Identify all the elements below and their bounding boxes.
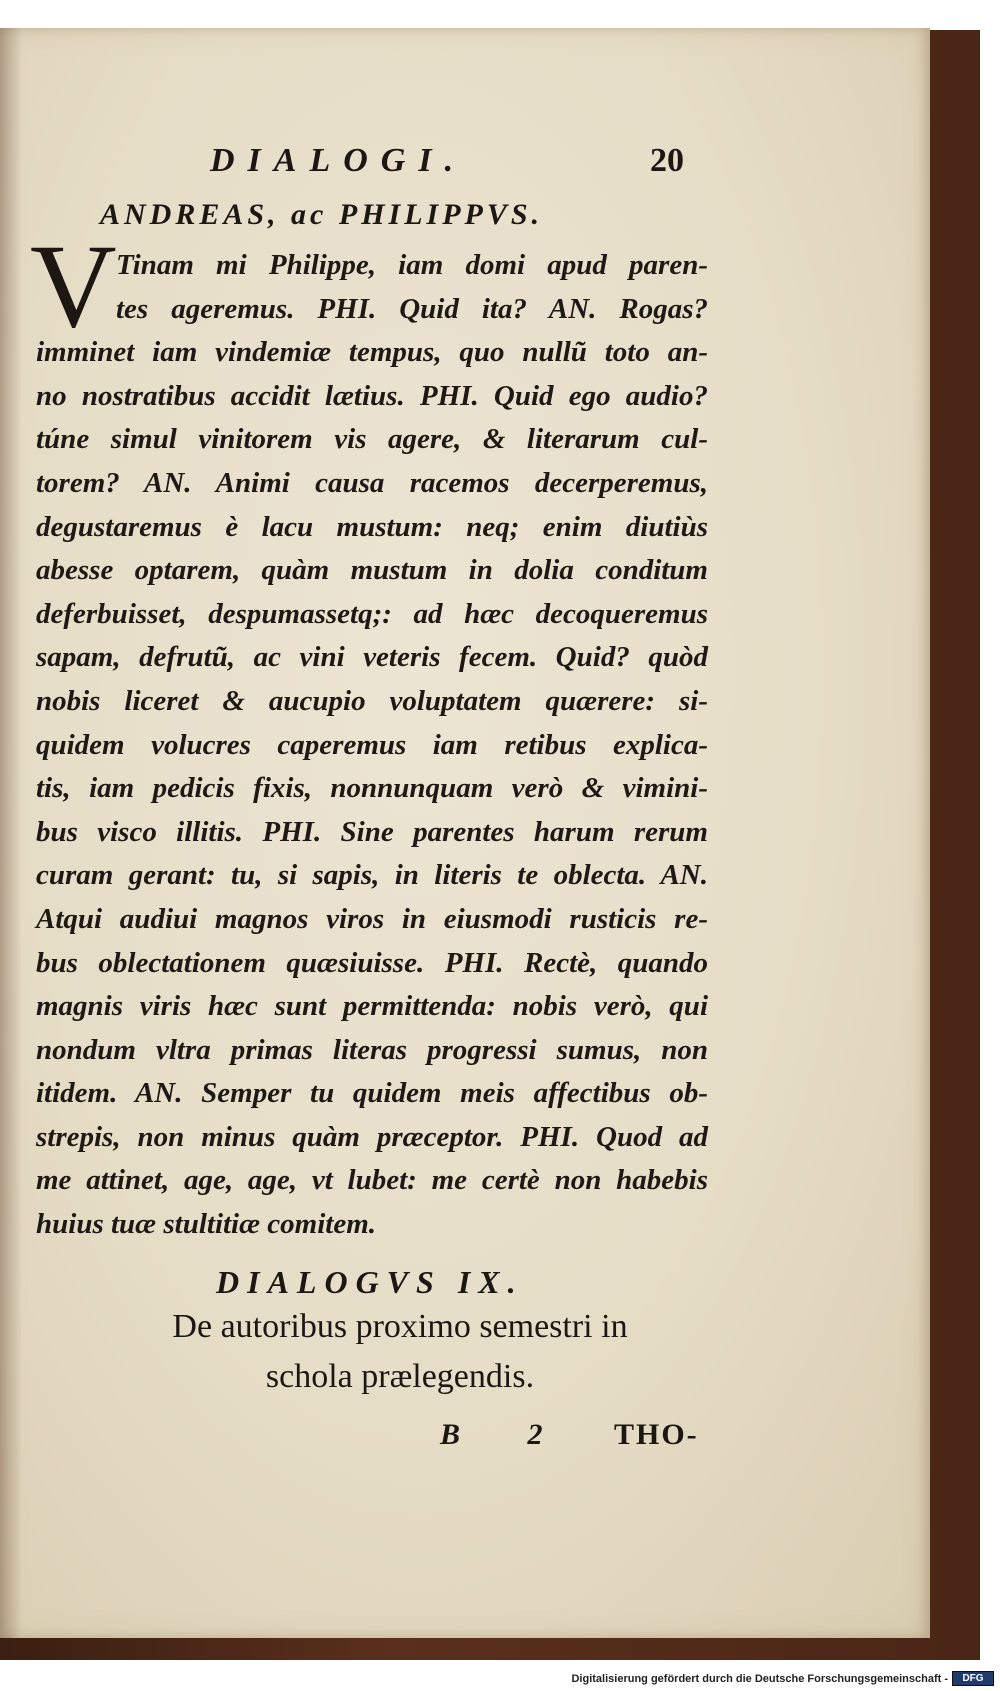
- speaker-heading: ANDREAS, ac PHILIPPVS.: [100, 198, 544, 231]
- text-line: Atqui audiui magnos viros in eiusmodi rusticis re-: [36, 902, 708, 935]
- text-line: tes ageremus. PHI. Quid ita? AN. Rogas?: [116, 292, 708, 325]
- text-line: tis, iam pedicis fixis, nonnunquam verò & vimini-: [36, 772, 708, 805]
- text-line: torem? AN. Animi causa racemos decerperemus,: [36, 466, 708, 499]
- catchword: THO-: [614, 1418, 699, 1451]
- text-line: magnis viris hæc sunt permittenda: nobis verò, qui: [36, 990, 708, 1023]
- text-line: bus oblectationem quæsiuisse. PHI. Rectè, quando: [36, 946, 708, 979]
- text-line: itidem. AN. Semper tu quidem meis affectibus ob-: [36, 1077, 708, 1110]
- text-line: Tinam mi Philippe, iam domi apud paren-: [116, 249, 708, 281]
- text-line: strepis, non minus quàm præceptor. PHI. Quod ad: [36, 1120, 708, 1153]
- text-line: sapam, defrutũ, ac vini veteris fecem. Quid? quòd: [36, 641, 708, 674]
- text-line: no nostratibus accidit lætius. PHI. Quid ego audio?: [36, 379, 708, 412]
- drop-initial: V: [30, 219, 117, 352]
- text-line: túne simul vinitorem vis agere, & literarum cul-: [36, 423, 708, 456]
- dialog-subtitle-line: schola prælegendis.: [265, 1358, 535, 1395]
- text-line: me attinet, age, age, vt lubet: me certè non habebis: [36, 1164, 708, 1197]
- text-line: bus visco illitis. PHI. Sine parentes harum rerum: [36, 815, 708, 848]
- text-line: nobis liceret & aucupio voluptatem quærere: si-: [36, 684, 708, 717]
- funding-credit: Digitalisierung gefördert durch die Deutsche Forschungsgemeinschaft -: [571, 1673, 948, 1685]
- signature-mark: B 2: [440, 1418, 573, 1451]
- text-line: quidem volucres caperemus iam retibus explica-: [36, 728, 708, 761]
- dfg-logo: DFG: [952, 1671, 994, 1686]
- text-line: degustaremus è lacu mustum: neq; enim diutiùs: [36, 510, 708, 543]
- text-line: abesse optarem, quàm mustum in dolia conditum: [36, 554, 708, 587]
- text-line: huius tuæ stultitiæ comitem.: [36, 1208, 377, 1241]
- text-line: imminet iam vindemiæ tempus, quo nullũ toto an-: [36, 336, 708, 369]
- dialog-heading: DIALOGVS IX.: [216, 1264, 524, 1300]
- page-number: 20: [650, 142, 684, 179]
- text-line: nondum vltra primas literas progressi sumus, non: [36, 1033, 708, 1066]
- body-text: [36, 244, 708, 1247]
- gutter-shadow: [0, 28, 22, 1638]
- running-head: DIALOGI.: [210, 142, 467, 179]
- text-line: curam gerant: tu, si sapis, in literis te oblecta. AN.: [36, 859, 708, 892]
- text-line: deferbuisset, despumassetq;: ad hæc decoqueremus: [36, 597, 708, 630]
- dialog-subtitle-line: De autoribus proximo semestri in: [172, 1308, 628, 1345]
